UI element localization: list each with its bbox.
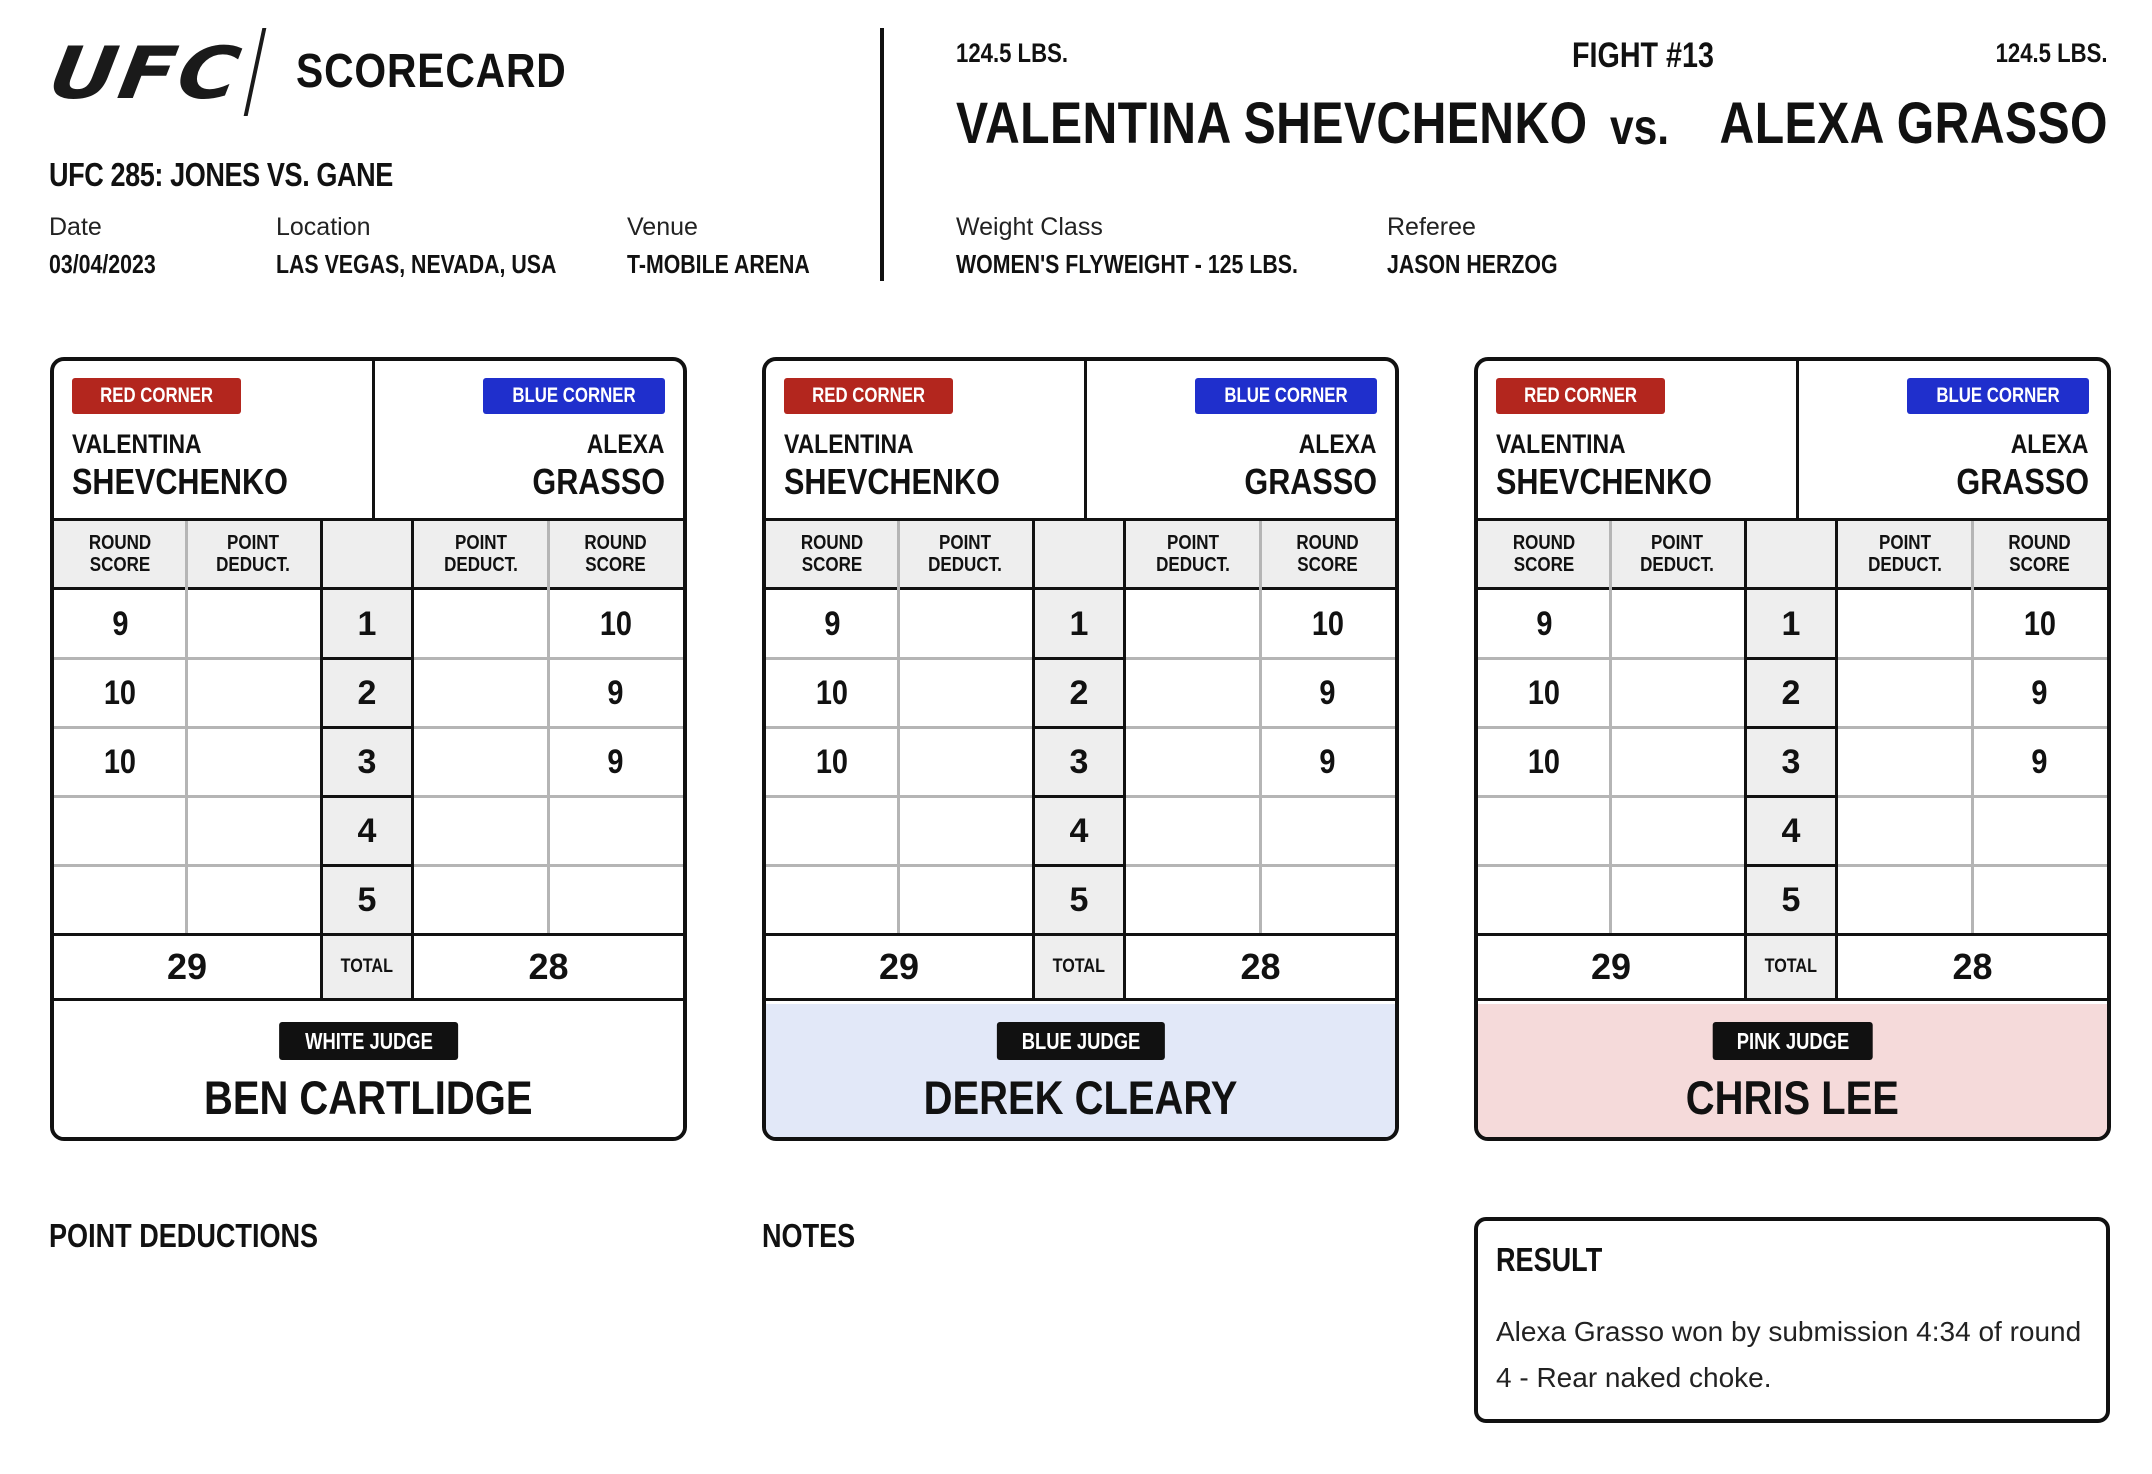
red-round-score-header: ROUND SCORE <box>1478 521 1610 587</box>
corner-divider <box>1796 361 1799 521</box>
red-fighter-name: VALENTINA SHEVCHENKO <box>956 91 1588 156</box>
red-fighter-weight: 124.5 LBS. <box>956 38 1068 68</box>
red-round-score-header: ROUND SCORE <box>766 521 898 587</box>
blue-point-deduct <box>1126 797 1260 866</box>
result-text: Alexa Grasso won by submission 4:34 of round 4 - Rear naked choke. <box>1496 1316 2082 1393</box>
blue-round-score <box>548 866 683 935</box>
event-title: UFC 285: JONES VS. GANE <box>49 156 393 193</box>
round-number: 2 <box>357 674 377 712</box>
blue-point-deduct-header: POINT DEDUCT. <box>414 521 548 587</box>
red-point-deduct <box>1610 728 1744 797</box>
score-grid <box>1478 521 2107 1001</box>
red-point-deduct-header: POINT DEDUCT. <box>898 521 1032 587</box>
round-number: 2 <box>1069 674 1089 712</box>
red-fighter-first-name: VALENTINA <box>784 429 914 459</box>
round-number: 2 <box>1781 674 1801 712</box>
round-number: 3 <box>1069 743 1089 781</box>
blue-fighter-last-name: GRASSO <box>532 461 665 502</box>
blue-point-deduct <box>1126 590 1260 659</box>
round-number: 3 <box>357 743 377 781</box>
red-round-score: 10 <box>815 674 849 712</box>
blue-corner-badge: BLUE CORNER <box>483 378 665 414</box>
blue-point-deduct-header: POINT DEDUCT. <box>1838 521 1972 587</box>
ufc-logo: UFC <box>43 31 249 115</box>
red-point-deduct <box>1610 866 1744 935</box>
blue-point-deduct <box>1838 728 1972 797</box>
date-label: Date <box>49 213 102 241</box>
vs-label: vs. <box>1610 99 1670 155</box>
red-point-deduct <box>898 590 1032 659</box>
red-point-deduct <box>1610 590 1744 659</box>
red-point-deduct-header: POINT DEDUCT. <box>186 521 320 587</box>
blue-fighter-last-name: GRASSO <box>1244 461 1377 502</box>
card-fighters-header <box>54 361 683 521</box>
red-round-score: 10 <box>815 743 849 781</box>
point-deductions-heading: POINT DEDUCTIONS <box>49 1217 319 1254</box>
round-number: 4 <box>1069 812 1089 850</box>
blue-point-deduct <box>1126 728 1260 797</box>
blue-round-score <box>1972 866 2107 935</box>
red-round-score <box>1478 797 1610 866</box>
round-number: 4 <box>357 812 377 850</box>
location-value: LAS VEGAS, NEVADA, USA <box>276 249 557 279</box>
blue-fighter-last-name: GRASSO <box>1956 461 2089 502</box>
red-round-score: 10 <box>103 743 137 781</box>
venue-label: Venue <box>627 213 698 241</box>
red-round-score <box>1478 866 1610 935</box>
round-number: 5 <box>357 881 377 919</box>
judge-color-badge: PINK JUDGE <box>1712 1022 1873 1060</box>
corner-divider <box>1084 361 1087 521</box>
red-point-deduct <box>186 590 320 659</box>
round-number: 1 <box>1069 605 1089 643</box>
red-round-score: 9 <box>1535 605 1553 643</box>
blue-fighter-first-name: ALEXA <box>1299 429 1377 459</box>
scorecard-title: SCORECARD <box>296 45 567 98</box>
blue-round-score: 10 <box>599 605 632 643</box>
date-value: 03/04/2023 <box>49 249 156 279</box>
referee-value: JASON HERZOG <box>1387 249 1558 279</box>
blue-fighter-weight: 124.5 LBS. <box>1996 38 2108 68</box>
red-point-deduct <box>898 866 1032 935</box>
result-box <box>1474 1217 2110 1423</box>
blue-round-score: 9 <box>1319 743 1336 781</box>
location-label: Location <box>276 213 371 241</box>
red-corner-badge: RED CORNER <box>784 378 953 414</box>
red-point-deduct <box>1610 797 1744 866</box>
red-round-score <box>54 797 186 866</box>
red-fighter-last-name: SHEVCHENKO <box>72 461 288 502</box>
blue-point-deduct <box>414 659 548 728</box>
total-label: TOTAL <box>320 936 414 998</box>
fight-number: FIGHT #13 <box>1572 36 1714 75</box>
blue-fighter-first-name: ALEXA <box>2011 429 2089 459</box>
red-point-deduct-header: POINT DEDUCT. <box>1610 521 1744 587</box>
blue-point-deduct <box>1838 797 1972 866</box>
red-point-deduct <box>186 797 320 866</box>
judge-scorecard <box>1474 357 2111 1141</box>
round-number: 3 <box>1781 743 1801 781</box>
red-total: 29 <box>1590 946 1632 987</box>
notes-heading: NOTES <box>762 1217 856 1254</box>
blue-total: 28 <box>528 946 569 987</box>
round-number: 1 <box>357 605 377 643</box>
blue-round-score: 9 <box>1319 674 1336 712</box>
red-fighter-first-name: VALENTINA <box>72 429 202 459</box>
judge-area <box>766 1004 1395 1141</box>
total-row <box>1478 933 2107 1001</box>
red-total: 29 <box>878 946 920 987</box>
total-label: TOTAL <box>1032 936 1126 998</box>
judge-name: BEN CARTLIDGE <box>204 1071 533 1124</box>
red-point-deduct <box>898 659 1032 728</box>
venue-value: T-MOBILE ARENA <box>627 249 810 279</box>
ufc-logo-block <box>43 28 567 118</box>
blue-round-score <box>548 797 683 866</box>
blue-fighter-first-name: ALEXA <box>587 429 665 459</box>
blue-total: 28 <box>1240 946 1281 987</box>
blue-point-deduct <box>1838 590 1972 659</box>
blue-point-deduct <box>1126 659 1260 728</box>
total-row <box>766 933 1395 1001</box>
red-round-score: 9 <box>823 605 841 643</box>
red-point-deduct <box>898 797 1032 866</box>
red-point-deduct <box>186 866 320 935</box>
red-point-deduct <box>898 728 1032 797</box>
blue-round-score-header: ROUND SCORE <box>548 521 683 587</box>
red-round-score-header: ROUND SCORE <box>54 521 186 587</box>
blue-point-deduct-header: POINT DEDUCT. <box>1126 521 1260 587</box>
judge-color-badge: WHITE JUDGE <box>279 1022 459 1060</box>
weight-class-label: Weight Class <box>956 213 1103 241</box>
round-number: 4 <box>1781 812 1801 850</box>
blue-total: 28 <box>1952 946 1993 987</box>
judge-area <box>54 1004 683 1141</box>
total-row <box>54 933 683 1001</box>
header-divider <box>880 28 884 281</box>
blue-round-score: 9 <box>607 743 624 781</box>
weight-class-value: WOMEN'S FLYWEIGHT - 125 LBS. <box>956 249 1298 279</box>
judge-scorecard <box>762 357 1399 1141</box>
red-round-score: 10 <box>1527 674 1561 712</box>
blue-corner-badge: BLUE CORNER <box>1195 378 1377 414</box>
corner-divider <box>372 361 375 521</box>
red-point-deduct <box>1610 659 1744 728</box>
blue-round-score <box>1260 866 1395 935</box>
logo-divider <box>244 28 267 116</box>
blue-round-score: 9 <box>2031 674 2048 712</box>
blue-point-deduct <box>414 728 548 797</box>
round-number: 5 <box>1069 881 1089 919</box>
blue-round-score <box>1972 797 2107 866</box>
blue-round-score-header: ROUND SCORE <box>1260 521 1395 587</box>
red-round-score: 10 <box>1527 743 1561 781</box>
blue-point-deduct <box>414 866 548 935</box>
blue-round-score: 9 <box>607 674 624 712</box>
referee-label: Referee <box>1387 213 1476 241</box>
red-round-score: 10 <box>103 674 137 712</box>
red-fighter-last-name: SHEVCHENKO <box>784 461 1000 502</box>
judge-name: CHRIS LEE <box>1685 1071 1900 1124</box>
judge-area <box>1478 1004 2107 1141</box>
judge-name: DEREK CLEARY <box>923 1071 1238 1124</box>
blue-fighter-name: ALEXA GRASSO <box>1719 91 2108 156</box>
judge-scorecard <box>50 357 687 1141</box>
red-round-score <box>54 866 186 935</box>
score-grid <box>766 521 1395 1001</box>
red-fighter-first-name: VALENTINA <box>1496 429 1626 459</box>
card-fighters-header <box>1478 361 2107 521</box>
card-fighters-header <box>766 361 1395 521</box>
total-label: TOTAL <box>1744 936 1838 998</box>
blue-point-deduct <box>1126 866 1260 935</box>
blue-round-score-header: ROUND SCORE <box>1972 521 2107 587</box>
red-round-score: 9 <box>111 605 129 643</box>
blue-point-deduct <box>414 590 548 659</box>
judge-color-badge: BLUE JUDGE <box>996 1022 1164 1060</box>
round-number: 5 <box>1781 881 1801 919</box>
red-point-deduct <box>186 659 320 728</box>
result-heading: RESULT <box>1496 1241 1603 1278</box>
blue-point-deduct <box>1838 659 1972 728</box>
blue-round-score: 10 <box>2023 605 2056 643</box>
red-round-score <box>766 866 898 935</box>
blue-round-score: 10 <box>1311 605 1344 643</box>
blue-point-deduct <box>414 797 548 866</box>
red-point-deduct <box>186 728 320 797</box>
red-fighter-last-name: SHEVCHENKO <box>1496 461 1712 502</box>
round-number: 1 <box>1781 605 1801 643</box>
blue-point-deduct <box>1838 866 1972 935</box>
blue-round-score: 9 <box>2031 743 2048 781</box>
red-round-score <box>766 797 898 866</box>
blue-round-score <box>1260 797 1395 866</box>
blue-corner-badge: BLUE CORNER <box>1907 378 2089 414</box>
score-grid <box>54 521 683 1001</box>
red-total: 29 <box>166 946 208 987</box>
red-corner-badge: RED CORNER <box>72 378 241 414</box>
red-corner-badge: RED CORNER <box>1496 378 1665 414</box>
